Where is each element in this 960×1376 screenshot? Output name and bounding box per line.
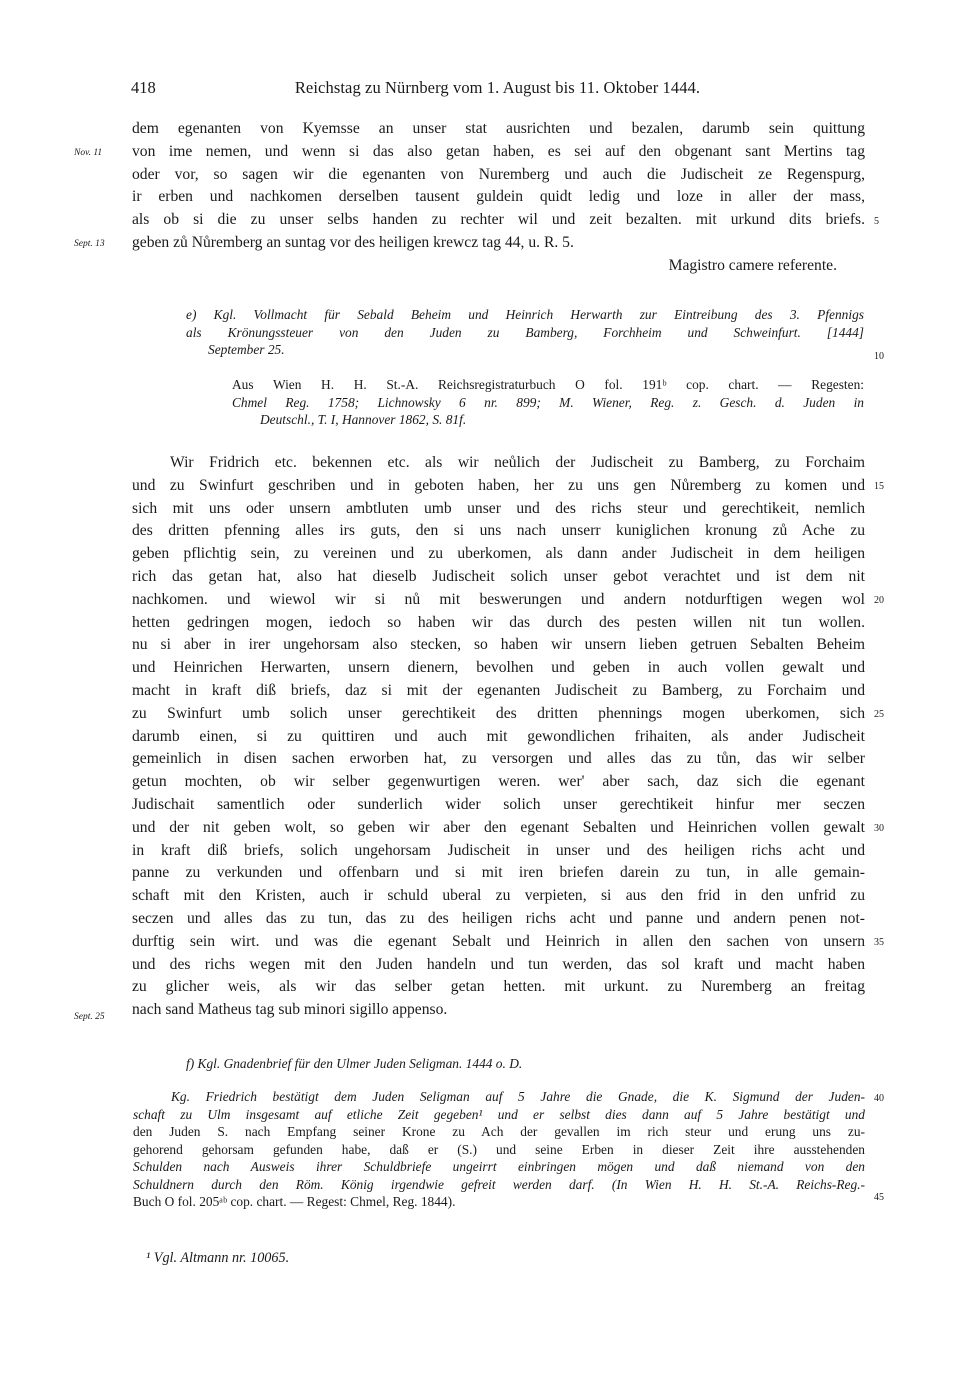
text-line: des dritten pfenning alles irs guts, den si uns nach unserr kuniglichen kronung zů Ache zu: [132, 522, 865, 540]
heading-line: e) Kgl. Vollmacht für Sebald Beheim und Heinrich Herwarth zur Eintreibung des 3. Pfennigs: [186, 307, 864, 322]
line-number: 25: [874, 709, 884, 720]
text-line: Magistro camere referente.: [668, 256, 837, 274]
margin-date: Sept. 25: [74, 1012, 105, 1022]
margin-date: Nov. 11: [74, 148, 103, 158]
regest-line: Schuldnern durch den Röm. König irgendwie gefreit werden darf. (In Wien H. H. St.-A. Reichs-Reg.-: [133, 1176, 865, 1192]
section-e-source: [232, 376, 864, 429]
text-line: und Heinrichen Herwarten, unsern dienern, bevolhen und geben in auch vollen gewalt und: [132, 659, 865, 677]
section-f-heading: [186, 1055, 746, 1073]
section-e-heading: [186, 306, 864, 359]
text-line: geben pflichtig sein, zu vereinen und zu uberkomen, als dann ander Judischeit in dem heiligen: [132, 545, 865, 563]
text-line: Judischait samentlich oder sunderlich wider solich unser gerechtikeit hinfur mer seczen: [132, 795, 865, 813]
source-line: Deutschl., T. I, Hannover 1862, S. 81f.: [260, 412, 467, 427]
text-line: seczen und alles das zu tun, das zu des heiligen richs acht und panne und andern penen not-: [132, 909, 865, 927]
line-number: 15: [874, 481, 884, 492]
text-line: getun mochten, ob wir selber gegenwurtigen weren. wer' aber sach, daz sich die egenant: [132, 773, 865, 791]
text-line: durftig sein wirt. und was die egenant Sebalt und Heinrich in allen den sachen von unsern: [132, 932, 865, 950]
regest-line: Kg. Friedrich bestätigt dem Juden Seligman auf 5 Jahre die Gnade, die K. Sigmund der Juden-: [171, 1089, 865, 1104]
text-line: von ime nemen, und wenn si das also getan haben, es sei auf den obgenant sant Mertins tag: [132, 142, 865, 160]
text-line: nachkomen. und wiewol wir si nů mit beswerungen und andern notdurftigen wegen wol: [132, 590, 865, 608]
source-line: Aus Wien H. H. St.-A. Reichsregistraturbuch O fol. 191ᵇ cop. chart. — Regesten:: [232, 377, 864, 392]
text-line: in kraft diß briefs, solich ungehorsam Judischeit in unser und des heiligen richs acht und: [132, 841, 865, 859]
text-line: gemeinlich in disen sachen erworben hat, zu versorgen und alles das zu tůn, das wir selber: [132, 750, 865, 768]
text-line: dem egenanten von Kyemsse an unser stat ausrichten und bezalen, darumb sein quittung: [132, 120, 865, 137]
text-line: und des richs wegen mit den Juden handeln und tun werden, das sol kraft und macht haben: [132, 955, 865, 973]
regest-line: den Juden S. nach Empfang seiner Krone zu Ach der gevallen im rich steur und erung uns zu-: [133, 1124, 865, 1139]
text-line: geben zů Nůremberg an suntag vor des heiligen krewcz tag 44, u. R. 5.: [132, 233, 574, 251]
line-number: 5: [874, 216, 879, 227]
top-text-block: [132, 118, 865, 278]
text-line: und zu Swinfurt geschriben und in geboten haben, her zu uns gen Nůremberg zu komen und: [132, 476, 865, 494]
text-line: sich mit uns oder unsern ambtluten umb unser und des richs steur und gerechtikeit, nemlich: [132, 499, 865, 517]
line-number: 40: [874, 1093, 884, 1104]
line-number: 45: [874, 1192, 884, 1203]
margin-date: Sept. 13: [74, 239, 105, 249]
text-line: oder vor, so sagen wir die egenanten von Nuremberg und auch die Judischeit ze Regenspurg,: [132, 165, 865, 183]
text-line: panne zu verkunden und offenbarn und si mit iren briefen darein zu tun, in alle gemain-: [132, 864, 865, 882]
section-e-body: [132, 452, 865, 1022]
line-number: 20: [874, 595, 884, 606]
text-line: zu Swinfurt umb solich unser gerechtikeit des dritten phennings mogen uberkomen, sich: [132, 704, 865, 722]
text-line: und der nit geben wolt, so geben wir aber den egenant Sebalten und Heinrichen vollen gewalt: [132, 818, 865, 836]
source-line: Chmel Reg. 1758; Lichnowsky 6 nr. 899; M. Wiener, Reg. z. Gesch. d. Juden in: [232, 394, 864, 410]
text-line: rich das getan hat, also hat dieselb Judischeit solich unser gebot verachtet und ist dem nit: [132, 567, 865, 585]
heading-line: f) Kgl. Gnadenbrief für den Ulmer Juden Seligman. 1444 o. D.: [186, 1056, 523, 1071]
text-line: als ob si die zu unser selbs handen zu rechter wil und zeit bezalten. mit urkund dits briefs.: [132, 211, 865, 229]
running-title: Reichstag zu Nürnberg vom 1. August bis 11. Oktober 1444.: [294, 78, 701, 97]
text-line: Wir Fridrich etc. bekennen etc. als wir neůlich der Judischeit zu Bamberg, zu Forchaim: [170, 454, 865, 471]
text-line: schaft mit den Kristen, auch ir schuld uberal zu verpieten, si aus den frid in den unfrid zu: [132, 887, 865, 905]
text-line: hetten gedringen mogen, iedoch so haben wir das durch des pesten willen nit tun wollen.: [132, 613, 865, 631]
page-number: 418: [131, 78, 156, 97]
text-line: nu si aber in irer ungehorsam also stecken, so haben wir unsern lieben getruen Sebalten Beheim: [132, 636, 865, 654]
heading-line: September 25.: [208, 342, 285, 357]
regest-line: Schulden nach Ausweis ihrer Schuldbriefe ungeirrt einbringen mögen und daß niemand von den: [133, 1159, 865, 1174]
footnote: ¹ Vgl. Altmann nr. 10065.: [146, 1250, 290, 1266]
text-line: ir erben und nachkomen derselben tausent guldein quidt ledig und loze in aller der mass,: [132, 188, 865, 206]
text-line: macht in kraft diß briefs, daz si mit der egenanten Judischeit zu Bamberg, zu Forchaim und: [132, 681, 865, 699]
regest-line: gehorend gehorsam gefunden habe, daß er (S.) und seine Erben in dieser Zeit ihre ausstehenden: [133, 1141, 865, 1157]
text-line: zu glicher weis, als wir das selber getan hetten. mit urkunt. zu Nuremberg an freitag: [132, 978, 865, 996]
regest-line: schaft zu Ulm insgesamt auf etliche Zeit gegeben¹ und er selbst dies dann auf 5 Jahre bestätigt und: [133, 1106, 865, 1122]
line-number: 30: [874, 823, 884, 834]
text-line: nach sand Matheus tag sub minori sigillo appenso.: [132, 1001, 448, 1019]
heading-line: als Krönungssteuer von den Juden zu Bamberg, Forchheim und Schweinfurt. [1444]: [186, 324, 864, 340]
line-number: 10: [874, 351, 884, 362]
regest-line: Buch O fol. 205ᵃᵇ cop. chart. — Regest: Chmel, Reg. 1844).: [133, 1194, 456, 1209]
section-f-regest: [133, 1088, 865, 1211]
line-number: 35: [874, 937, 884, 948]
text-line: darumb einen, si zu quittiren und auch mit gewondlichen frihaiten, als ander Judischeit: [132, 727, 865, 745]
